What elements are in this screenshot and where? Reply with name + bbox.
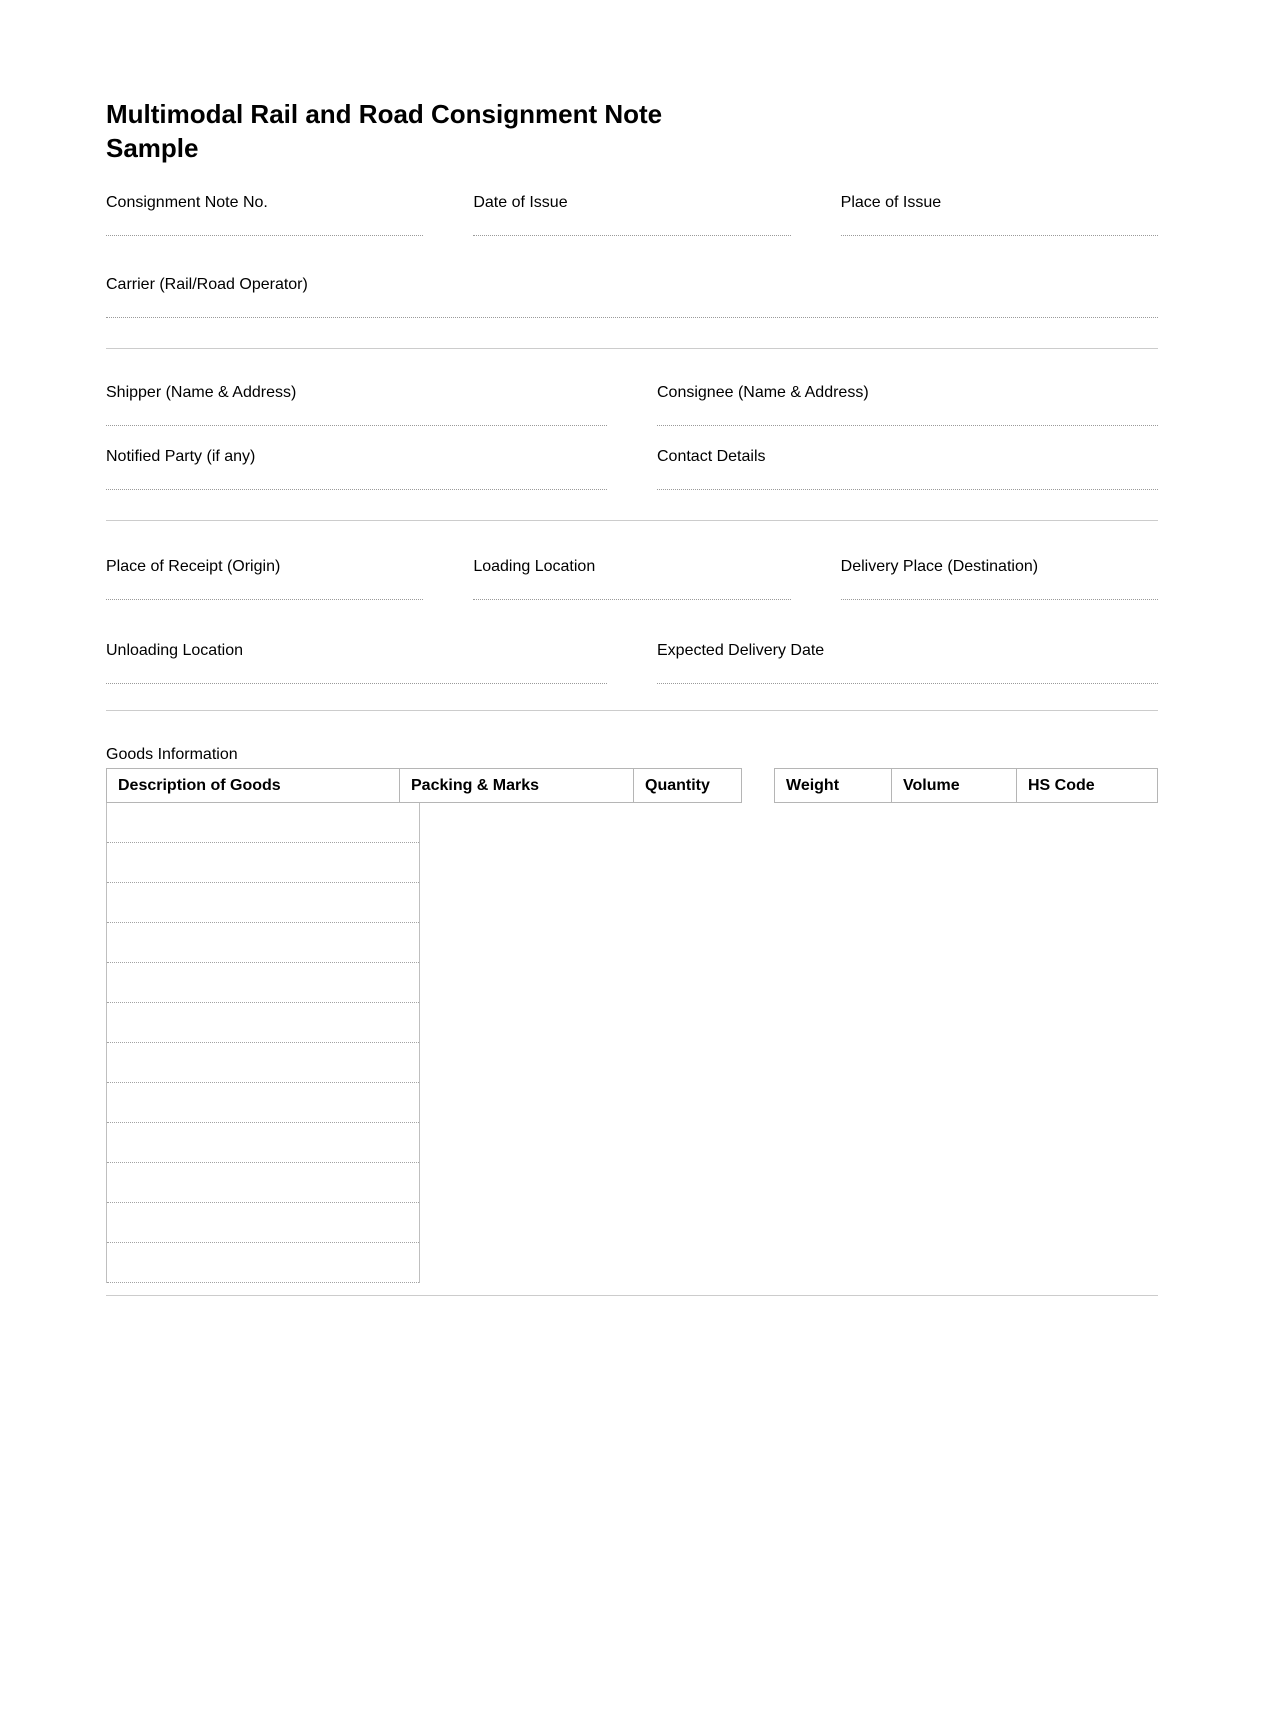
goods-row[interactable] [107,883,419,923]
carrier-label: Carrier (Rail/Road Operator) [106,276,308,293]
goods-rows [106,803,420,1283]
consignee-input[interactable] [657,403,1158,426]
date-of-issue-label: Date of Issue [473,194,568,211]
consignment-note-form [106,0,1158,1715]
place-of-receipt-input[interactable] [106,577,423,600]
goods-col-weight: Weight [774,768,892,803]
section-divider [106,348,1158,349]
contact-details-input[interactable] [657,467,1158,490]
expected-delivery-date-label: Expected Delivery Date [657,642,825,659]
unloading-location-label: Unloading Location [106,642,243,659]
field-notified-party [106,447,607,490]
goods-table-header [106,768,1158,803]
expected-delivery-date-input[interactable] [657,661,1158,684]
date-of-issue-input[interactable] [473,213,790,236]
field-consignment-note-no [106,193,423,236]
goods-section-heading: Goods Information [106,746,238,763]
bottom-whitespace [106,1296,1158,1715]
goods-col-packing-marks: Packing & Marks [400,768,634,803]
field-delivery-place [841,557,1158,600]
carrier-input[interactable] [106,295,1158,318]
section-divider [106,520,1158,521]
field-date-of-issue [473,193,790,236]
goods-row[interactable] [107,1003,419,1043]
goods-section [106,745,1158,1283]
loading-location-input[interactable] [473,577,790,600]
goods-row[interactable] [107,1123,419,1163]
notified-party-input[interactable] [106,467,607,490]
issue-row [106,193,1158,236]
page-title [106,0,1158,165]
field-carrier [106,275,1158,318]
place-of-receipt-label: Place of Receipt (Origin) [106,558,281,575]
field-loading-location [473,557,790,600]
goods-row[interactable] [107,1243,419,1283]
goods-row[interactable] [107,923,419,963]
place-of-issue-input[interactable] [841,213,1158,236]
page-title-line2: Sample [106,133,199,163]
notified-party-label: Notified Party (if any) [106,448,256,465]
goods-col-hs-code: HS Code [1017,768,1158,803]
field-expected-delivery-date [657,641,1158,684]
unloading-location-input[interactable] [106,661,607,684]
consignee-label: Consignee (Name & Address) [657,384,869,401]
goods-row[interactable] [107,803,419,843]
route-row-2 [106,641,1158,684]
field-place-of-receipt [106,557,423,600]
goods-col-volume: Volume [892,768,1017,803]
goods-row[interactable] [107,963,419,1003]
shipper-label: Shipper (Name & Address) [106,384,297,401]
section-divider [106,710,1158,711]
field-unloading-location [106,641,607,684]
goods-row[interactable] [107,1043,419,1083]
route-row-1 [106,557,1158,600]
parties-row-1 [106,383,1158,426]
contact-details-label: Contact Details [657,448,766,465]
goods-col-description: Description of Goods [106,768,400,803]
goods-row[interactable] [107,843,419,883]
loading-location-label: Loading Location [473,558,596,575]
place-of-issue-label: Place of Issue [840,194,942,211]
delivery-place-label: Delivery Place (Destination) [840,558,1039,575]
goods-col-quantity: Quantity [634,768,742,803]
shipper-input[interactable] [106,403,607,426]
field-place-of-issue [841,193,1158,236]
field-contact-details [657,447,1158,490]
goods-row[interactable] [107,1163,419,1203]
goods-row[interactable] [107,1083,419,1123]
parties-row-2 [106,447,1158,490]
consignment-note-no-input[interactable] [106,213,423,236]
field-consignee [657,383,1158,426]
consignment-note-no-label: Consignment Note No. [106,194,268,211]
page-title-line1: Multimodal Rail and Road Consignment Note [106,99,663,129]
goods-row[interactable] [107,1203,419,1243]
delivery-place-input[interactable] [841,577,1158,600]
field-shipper [106,383,607,426]
